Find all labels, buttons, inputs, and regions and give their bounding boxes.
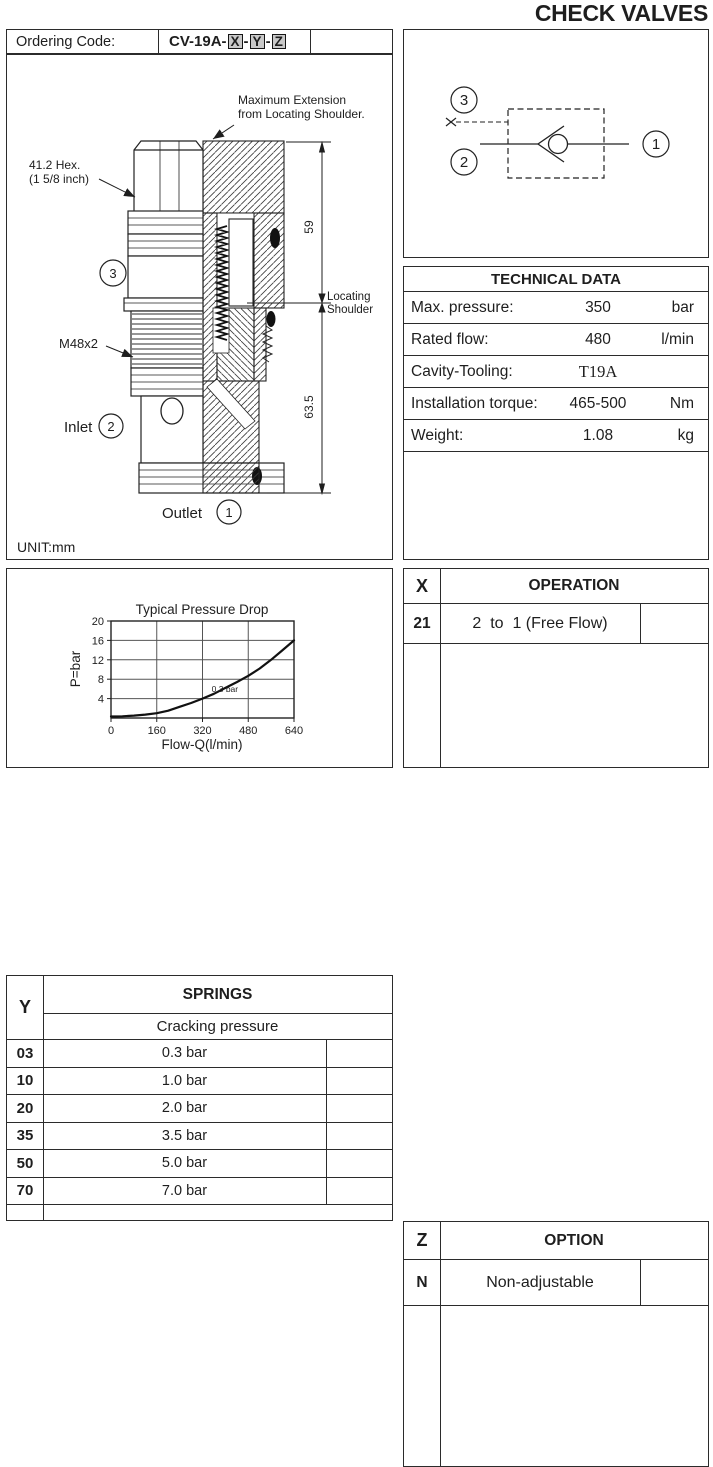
- x-tick-label: 640: [284, 725, 304, 737]
- option-desc: Non-adjustable: [486, 1273, 594, 1291]
- code-prefix: CV-19A-: [169, 33, 227, 50]
- empty-area: [7, 1205, 392, 1220]
- empty-cell: [640, 1260, 708, 1305]
- pressure-drop-chart-panel: [6, 568, 393, 768]
- tech-label: Weight:: [411, 426, 464, 444]
- empty-cell: [326, 1123, 392, 1150]
- spring-code: 50: [16, 1154, 34, 1172]
- spring-value: 3.5 bar: [161, 1127, 208, 1144]
- table-row: [404, 388, 708, 420]
- code-sep1: -: [243, 33, 249, 50]
- tech-value: 1.08: [582, 426, 614, 444]
- y-tick-label: 16: [91, 635, 104, 648]
- y-tick-label: 12: [91, 654, 104, 667]
- symbol-port2-number: 2: [459, 154, 469, 171]
- port2-number: 2: [107, 419, 115, 434]
- table-row: [404, 356, 708, 388]
- poppet: [229, 219, 253, 306]
- spring-code: 20: [16, 1099, 34, 1117]
- empty-cell: [326, 1040, 392, 1067]
- locating-shoulder-label-line1: Locating: [327, 291, 371, 303]
- dim-59-label: 59: [302, 220, 316, 234]
- seal-oring-top: [270, 228, 280, 248]
- tech-label: Installation torque:: [411, 394, 538, 412]
- spring-value: 1.0 bar: [161, 1072, 208, 1089]
- port1-number: 1: [225, 505, 233, 520]
- operation-table: [403, 568, 709, 768]
- valve-drawing-panel: [6, 54, 393, 560]
- empty-cell: [326, 1150, 392, 1177]
- table-row: [404, 604, 708, 644]
- code-z-placeholder: Z: [272, 34, 286, 49]
- springs-letter: Y: [18, 997, 31, 1017]
- x-tick-label: 0: [107, 725, 115, 737]
- code-y-placeholder: Y: [250, 34, 265, 49]
- spring-code: 03: [16, 1044, 34, 1062]
- check-ball: [549, 135, 568, 154]
- operation-letter: X: [415, 575, 428, 596]
- table-row: [7, 1123, 392, 1151]
- spring-code: 70: [16, 1182, 34, 1200]
- springs-table: [6, 975, 393, 1221]
- thread-label: M48x2: [59, 336, 99, 351]
- spring-value: 0.3 bar: [161, 1045, 208, 1062]
- inlet-hole: [161, 398, 183, 424]
- x-tick-label: 160: [147, 725, 166, 737]
- tech-unit: bar: [671, 298, 694, 316]
- code-x-placeholder: X: [228, 34, 243, 49]
- symbol-port3-number: 3: [459, 92, 469, 109]
- x-axis-label: Flow-Q(l/min): [161, 737, 243, 752]
- tech-label: Rated flow:: [411, 330, 489, 348]
- tech-unit: kg: [677, 426, 694, 444]
- max-extension-label-line1: Maximum Extension: [238, 93, 347, 107]
- operation-title: OPERATION: [528, 577, 620, 594]
- column-divider: [43, 976, 44, 1220]
- empty-cell: [326, 1095, 392, 1122]
- table-row: [7, 1068, 392, 1096]
- empty-cell: [326, 1068, 392, 1095]
- hydraulic-symbol-panel: [403, 29, 709, 258]
- spring-value: 2.0 bar: [161, 1100, 208, 1117]
- hex-label-line1: 41.2 Hex.: [29, 158, 81, 172]
- springs-subtitle: Cracking pressure: [156, 1018, 279, 1035]
- empty-area: [404, 644, 708, 767]
- tech-label: Cavity-Tooling:: [411, 362, 513, 380]
- ordering-empty-cell: [311, 30, 392, 53]
- empty-area: [404, 1306, 708, 1466]
- page-title: CHECK VALVES: [534, 0, 708, 26]
- tech-value: 480: [585, 330, 611, 348]
- empty-cell: [326, 1178, 392, 1205]
- table-row: [7, 1040, 392, 1068]
- port3-number: 3: [109, 266, 117, 281]
- spring-value: 7.0 bar: [161, 1182, 208, 1199]
- ordering-code-label: Ordering Code:: [7, 30, 159, 53]
- pressure-drop-chart: [7, 569, 391, 766]
- tech-label: Max. pressure:: [411, 298, 514, 316]
- check-valve-symbol: [404, 30, 707, 256]
- table-row: [404, 420, 708, 452]
- curve-annotation: 0.3 bar: [211, 683, 239, 694]
- locating-shoulder-label-line2: Shoulder: [327, 304, 374, 316]
- unit-label: UNIT:mm: [17, 539, 76, 555]
- tech-unit: l/min: [661, 330, 694, 348]
- y-tick-label: 4: [97, 693, 104, 706]
- operation-desc: 2 to 1 (Free Flow): [472, 614, 608, 632]
- tech-value: T19A: [578, 361, 618, 381]
- table-row: [404, 324, 708, 356]
- springs-title: SPRINGS: [43, 976, 392, 1014]
- max-extension-label-line2: from Locating Shoulder.: [238, 107, 365, 121]
- option-code: N: [416, 1273, 428, 1291]
- x-tick-label: 480: [239, 725, 258, 737]
- table-row: [7, 1095, 392, 1123]
- y-tick-label: 20: [91, 616, 104, 628]
- tech-value: 350: [585, 298, 611, 316]
- bottom-section-hatch: [203, 463, 259, 493]
- option-table: [403, 1221, 709, 1467]
- option-letter: Z: [416, 1230, 428, 1250]
- spring-value: 5.0 bar: [161, 1155, 208, 1172]
- y-tick-label: 8: [97, 674, 104, 687]
- seal-oring-mid: [267, 311, 276, 327]
- table-row: [404, 1260, 708, 1306]
- column-divider: [440, 1222, 441, 1466]
- valve-cross-section-drawing: [7, 55, 394, 558]
- table-row: [7, 1150, 392, 1178]
- outlet-label: Outlet: [162, 505, 203, 522]
- empty-cell: [640, 604, 708, 643]
- technical-data-table: [403, 266, 709, 560]
- tech-value: 465-500: [569, 394, 627, 412]
- spring-code: 10: [16, 1072, 34, 1090]
- operation-code: 21: [413, 614, 431, 632]
- tech-unit: Nm: [669, 394, 694, 412]
- option-title: OPTION: [544, 1231, 604, 1249]
- chart-title: Typical Pressure Drop: [135, 602, 269, 617]
- y-axis-label: P=bar: [68, 650, 83, 688]
- x-tick-label: 320: [193, 725, 212, 737]
- ordering-code-value: [159, 30, 311, 53]
- spring-code: 35: [16, 1127, 34, 1145]
- table-row: [7, 1178, 392, 1206]
- technical-data-title: TECHNICAL DATA: [404, 267, 708, 292]
- code-sep2: -: [265, 33, 271, 50]
- inlet-label: Inlet: [64, 419, 93, 436]
- column-divider: [440, 569, 441, 767]
- symbol-port1-number: 1: [651, 136, 661, 153]
- ordering-code-table: [6, 29, 393, 54]
- table-row: [404, 292, 708, 324]
- dim-63-5-label: 63.5: [302, 395, 316, 419]
- hex-label-line2: (1 5/8 inch): [29, 172, 90, 186]
